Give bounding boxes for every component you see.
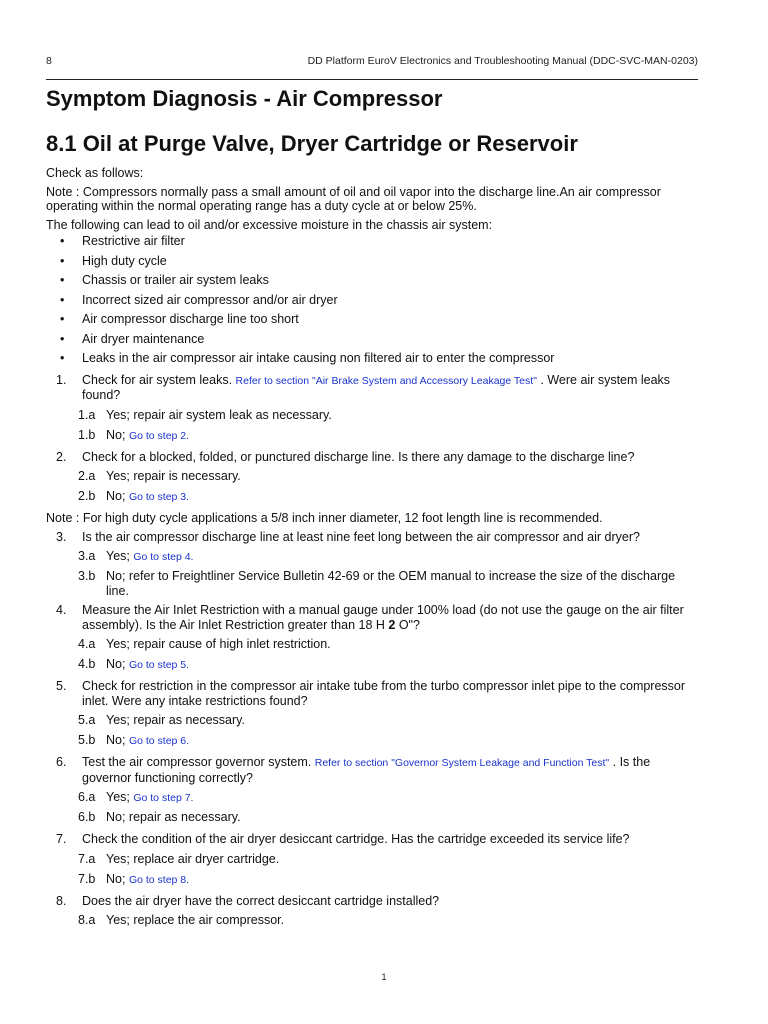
- list-item: • High duty cycle: [60, 253, 167, 268]
- lead-in-text: The following can lead to oil and/or excessive moisture in the chassis air system:: [46, 217, 493, 232]
- step-3b: 3.b No; refer to Freightliner Service Bulletin 42-69 or the OEM manual to increase the size of the discharge line.: [78, 569, 676, 598]
- step-6: 6. Test the air compressor governor system. Refer to section "Governor System Leakage and Function Test" . Is the governor functioning correctly?: [56, 755, 651, 785]
- header-manual-title: DD Platform EuroV Electronics and Troubleshooting Manual (DDC-SVC-MAN-0203): [307, 55, 698, 67]
- step-1: 1. Check for air system leaks. Refer to section "Air Brake System and Accessory Leakage Test" . Were air system leaks found?: [56, 372, 671, 402]
- bullet-icon: •: [60, 292, 65, 307]
- link-go-to-step-2[interactable]: Go to step 2.: [128, 429, 190, 442]
- page-footer-number: 1: [381, 972, 387, 982]
- bullet-icon: •: [60, 351, 65, 365]
- bullet-icon: •: [60, 331, 65, 346]
- step-2a: 2.a Yes; repair is necessary.: [78, 469, 241, 483]
- step-8a: 8.a Yes; replace the air compressor.: [78, 913, 285, 927]
- step-2: 2. Check for a blocked, folded, or punctured discharge line. Is there any damage to the discharge line?: [56, 449, 635, 464]
- note-high-duty-cycle: Note : For high duty cycle applications a 5/8 inch inner diameter, 12 foot length line is recommended.: [46, 511, 603, 525]
- step-6b: 6.b No; repair as necessary.: [78, 810, 241, 824]
- causes-list: [46, 234, 698, 371]
- document-body: [46, 166, 698, 933]
- step-2b: 2.b No; Go to step 3.: [78, 489, 190, 503]
- step-4a: 4.a Yes; repair cause of high inlet restriction.: [78, 637, 331, 651]
- step-5a: 5.a Yes; repair as necessary.: [78, 713, 245, 727]
- list-item: • Restrictive air filter: [60, 234, 185, 248]
- page-title: Symptom Diagnosis - Air Compressor: [46, 86, 443, 111]
- link-go-to-step-7[interactable]: Go to step 7.: [133, 792, 194, 804]
- bullet-icon: •: [60, 253, 65, 268]
- header-page-number: 8: [46, 55, 52, 67]
- step-7b: 7.b No; Go to step 8.: [78, 871, 190, 886]
- step-5b: 5.b No; Go to step 6.: [78, 733, 190, 747]
- link-governor-leakage-test[interactable]: Refer to section "Governor System Leakage and Function Test": [314, 757, 610, 769]
- section-title: 8.1 Oil at Purge Valve, Dryer Cartridge or Reservoir: [46, 131, 578, 156]
- step-5: 5. Check for restriction in the compressor air intake tube from the turbo compressor inlet pipe to the compressor inlet. Were any intake restrictions found?: [56, 679, 686, 708]
- page-header: [46, 55, 698, 71]
- link-go-to-step-8[interactable]: Go to step 8.: [128, 873, 190, 886]
- list-item: • Air compressor discharge line too short: [60, 312, 299, 326]
- bullet-icon: •: [60, 312, 65, 326]
- bullet-icon: •: [60, 273, 65, 287]
- list-item: • Air dryer maintenance: [60, 331, 205, 346]
- link-air-brake-leakage-test[interactable]: Refer to section "Air Brake System and Accessory Leakage Test": [235, 374, 537, 387]
- intro-text: Check as follows:: [46, 166, 144, 180]
- list-item: • Chassis or trailer air system leaks: [60, 273, 269, 287]
- note-duty-cycle: Note : Compressors normally pass a small amount of oil and oil vapor into the discharge line.An air compressor operating within the normal operating range has a duty cycle at or below 25%.: [46, 184, 661, 213]
- step-3a: 3.a Yes; Go to step 4.: [78, 549, 194, 563]
- link-go-to-step-5[interactable]: Go to step 5.: [128, 659, 190, 671]
- link-go-to-step-6[interactable]: Go to step 6.: [128, 735, 190, 747]
- list-item: • Incorrect sized air compressor and/or air dryer: [60, 292, 338, 307]
- link-go-to-step-3[interactable]: Go to step 3.: [128, 491, 190, 503]
- step-4: 4. Measure the Air Inlet Restriction with a manual gauge under 100% load (do not use the gauge on the air filter assembly). Is the Air Inlet Restriction greater than 18 H 2 O"?: [56, 603, 684, 632]
- step-6a: 6.a Yes; Go to step 7.: [78, 790, 194, 804]
- step-1a: 1.a Yes; repair air system leak as necessary.: [78, 407, 332, 422]
- step-1b: 1.b No; Go to step 2.: [78, 427, 190, 442]
- step-3: 3. Is the air compressor discharge line at least nine feet long between the air compressor and air dryer?: [56, 529, 640, 544]
- step-4b: 4.b No; Go to step 5.: [78, 657, 190, 671]
- header-divider: [46, 79, 698, 80]
- list-item: • Leaks in the air compressor air intake causing non filtered air to enter the compressor: [60, 351, 555, 365]
- bullet-icon: •: [60, 234, 65, 248]
- step-7a: 7.a Yes; replace air dryer cartridge.: [78, 851, 280, 866]
- link-go-to-step-4[interactable]: Go to step 4.: [133, 551, 194, 563]
- step-7: 7. Check the condition of the air dryer desiccant cartridge. Has the cartridge exceeded its service life?: [56, 832, 630, 846]
- step-8: 8. Does the air dryer have the correct desiccant cartridge installed?: [56, 893, 440, 908]
